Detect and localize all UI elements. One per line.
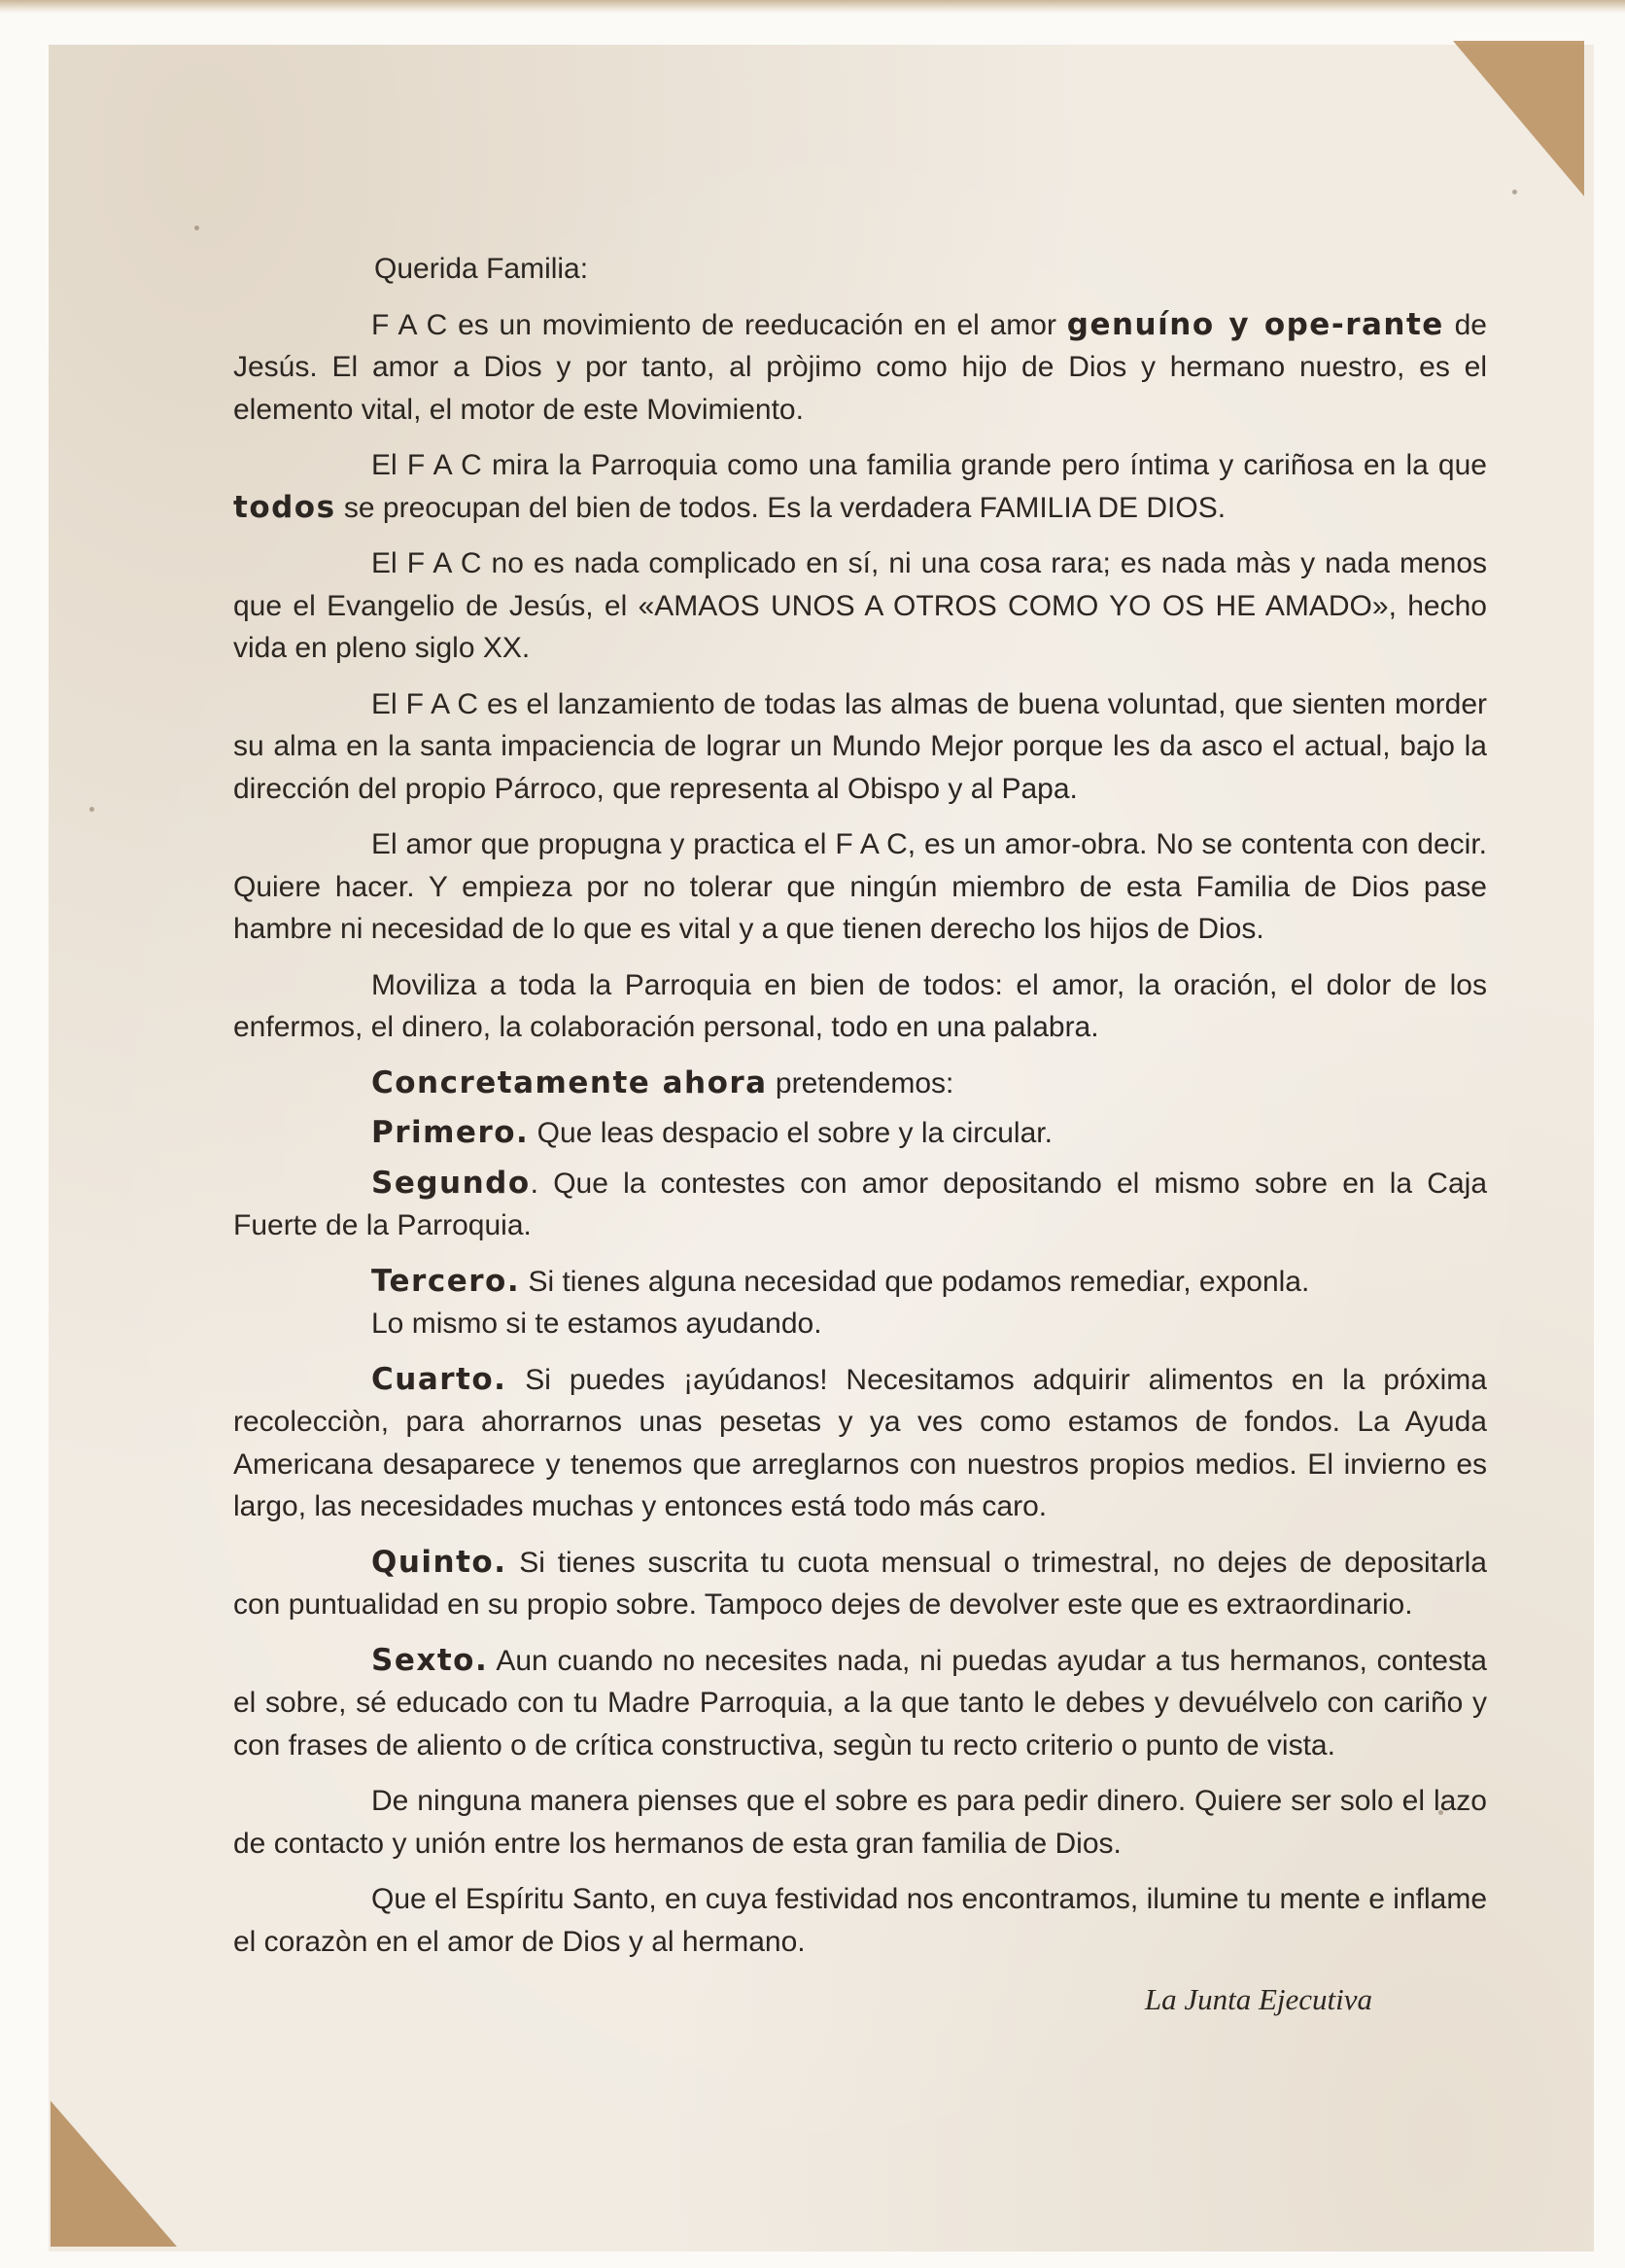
item-primero [233, 1112, 1487, 1155]
paper-speck [89, 807, 94, 812]
item-text: Si puedes ¡ayúdanos! Necesitamos adquirir alimentos en la próxima recolecciòn, para ahorrarnos unas pesetas y ya ves como estamos de fondos. La Ayuda Americana desaparece y tenemos que arreglarnos con nuestros propios medios. El invierno es largo, las necesidades muchas y entonces está todo más caro. [233, 1363, 1487, 1522]
item-quinto [233, 1542, 1487, 1626]
paragraph-espiritu-santo: Que el Espíritu Santo, en cuya festividad nos encontramos, ilumine tu mente e inflame el corazòn en el amor de Dios y al hermano. [233, 1883, 1487, 1958]
item-label: Tercero. [371, 1263, 521, 1299]
paragraph-evangelio: El F A C no es nada complicado en sí, ni una cosa rara; es nada màs y nada menos que el Evangelio de Jesús, el «AMAOS UNOS A OTROS COMO YO OS HE AMADO», hecho vida en pleno siglo XX. [233, 547, 1487, 664]
item-text-line: Lo mismo si te estamos ayudando. [371, 1308, 822, 1340]
item-segundo [233, 1163, 1487, 1247]
paragraph-text: El F A C mira la Parroquia como una familia grande pero íntima y cariñosa en la que [371, 449, 1487, 481]
paragraph-amor-obra: El amor que propugna y practica el F A C, es un amor-obra. No se contenta con decir. Quiere hacer. Y empieza por no tolerar que ningún miembro de esta Familia de Dios pase hambre ni necesidad de lo que es vital y a que tienen derecho los hijos de Dios. [233, 828, 1487, 945]
item-text: Si tienes suscrita tu cuota mensual o trimestral, no dejes de depositarla con puntualidad en su propio sobre. Tampoco dejes de devolver este que es extraordinario. [233, 1546, 1487, 1621]
letter-body [233, 248, 1487, 2021]
item-label: Quinto. [371, 1544, 507, 1580]
item-text: Que leas despacio el sobre y la circular. [529, 1117, 1053, 1149]
signature: La Junta Ejecutiva [1144, 1982, 1372, 2016]
paragraph-moviliza: Moviliza a toda la Parroquia en bien de todos: el amor, la oración, el dolor de los enfermos, el dinero, la colaboración personal, todo en una palabra. [233, 968, 1487, 1043]
item-tercero [233, 1261, 1487, 1345]
greeting: Querida Familia: [374, 253, 589, 285]
paragraph-sobre: De ninguna manera pienses que el sobre es para pedir dinero. Quiere ser solo el lazo de contacto y unión entre los hermanos de esta gran familia de Dios. [233, 1785, 1487, 1860]
list-heading: Concretamente ahora [371, 1064, 768, 1100]
item-sexto [233, 1640, 1487, 1767]
item-label: Sexto. [371, 1642, 489, 1678]
item-label: Cuarto. [371, 1361, 507, 1397]
item-text: Aun cuando no necesites nada, ni puedas ayudar a tus hermanos, contesta el sobre, sé educado con tu Madre Parroquia, a la que tanto le debes y devuélvelo con cariño y con frases de aliento o de crítica constructiva, segùn tu recto criterio o punto de vista. [233, 1644, 1487, 1762]
folded-corner-bottom-left [51, 2101, 177, 2247]
paragraph-lanzamiento: El F A C es el lanzamiento de todas las almas de buena voluntad, que sienten morder su alma en la santa impaciencia de lograr un Mundo Mejor porque les da asco el actual, bajo la dirección del propio Párroco, que representa al Obispo y al Papa. [233, 687, 1487, 805]
paragraph-text: pretendemos: [767, 1066, 954, 1099]
scan-top-edge [0, 0, 1625, 14]
emphasis-text: genuíno y ope-rante [1066, 306, 1444, 342]
paper-speck [194, 226, 199, 230]
item-text: Si tienes alguna necesidad que podamos remediar, exponla. [520, 1265, 1310, 1298]
item-cuarto [233, 1359, 1487, 1528]
emphasis-text: todos [233, 489, 336, 525]
paragraph-text: de Jesús. El amor a Dios y por tanto, al pròjimo como hijo de Dios y hermano nuestro, es el elemento vital, el motor de este Movimiento. [233, 308, 1487, 426]
paper-speck [1512, 190, 1517, 194]
folded-corner-top-right [1453, 41, 1584, 196]
paragraph-text: F A C es un movimiento de reeducación en el amor [371, 308, 1067, 341]
paragraph-fac-intro [233, 304, 1487, 432]
paragraph-text: se preocupan del bien de todos. Es la verdadera FAMILIA DE DIOS. [335, 491, 1227, 524]
item-label: Primero. [371, 1115, 530, 1150]
paragraph-parroquia [233, 444, 1487, 529]
item-text: . Que la contestes con amor depositando el mismo sobre en la Caja Fuerte de la Parroquia. [233, 1167, 1487, 1241]
item-label: Segundo [371, 1165, 531, 1201]
paragraph-concretamente [233, 1063, 1487, 1105]
